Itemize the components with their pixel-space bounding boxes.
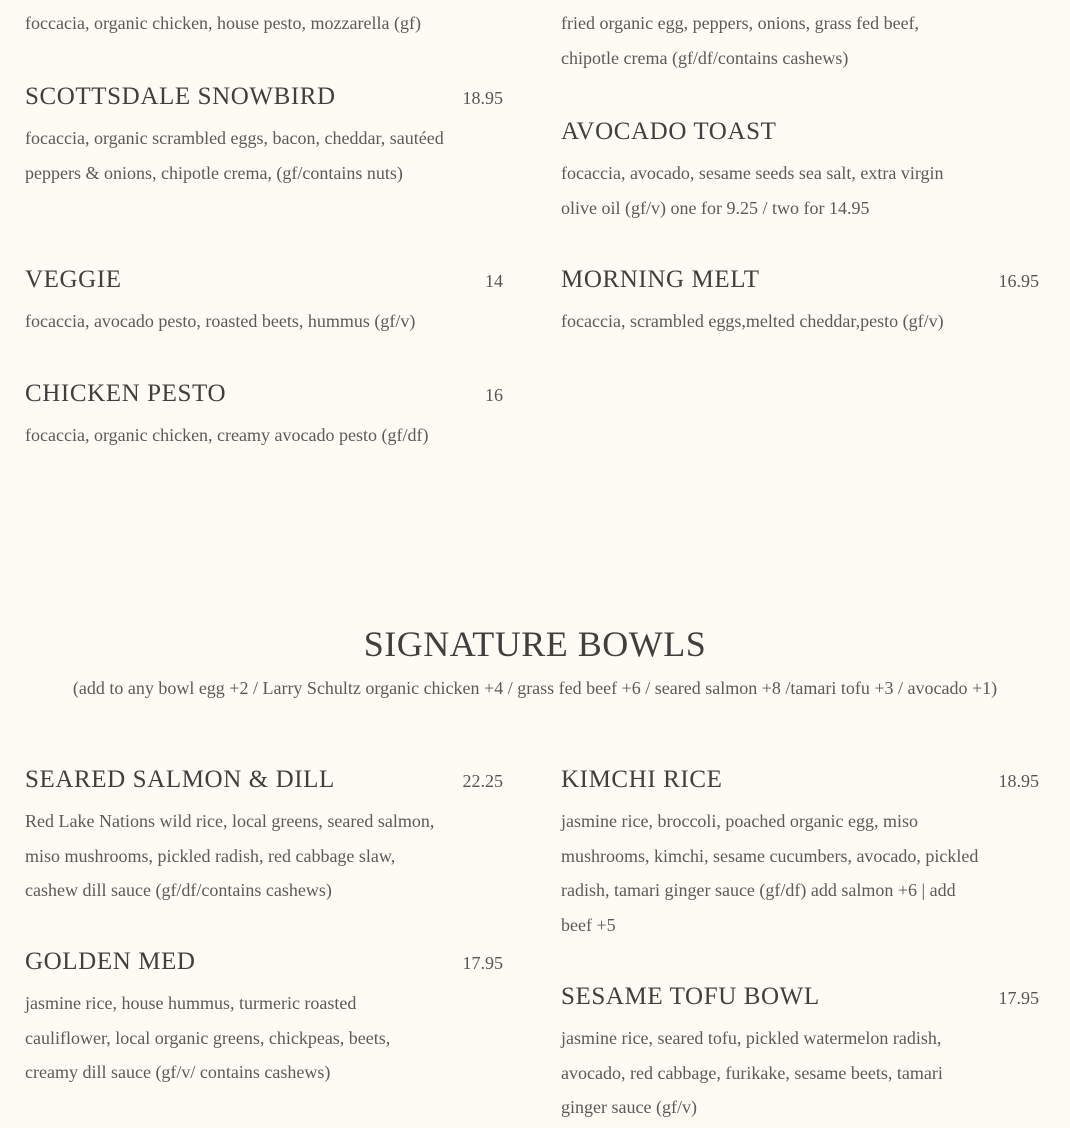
item-name: VEGGIE xyxy=(25,266,122,293)
item-description: focaccia, scrambled eggs,melted cheddar,pesto (gf/v) xyxy=(561,311,944,331)
item-description: focaccia, avocado, sesame seeds sea salt, extra virgin olive oil (gf/v) one for 9.25 / two for 14.95 xyxy=(561,163,944,218)
item-name: KIMCHI RICE xyxy=(561,766,723,793)
item-price: 16.95 xyxy=(998,271,1039,291)
item-description: fried organic egg, peppers, onions, grass fed beef, chipotle crema (gf/df/contains cashews) xyxy=(561,13,920,68)
item-description: focaccia, organic chicken, creamy avocado pesto (gf/df) xyxy=(25,425,429,445)
item-description: Red Lake Nations wild rice, local greens, seared salmon, miso mushrooms, pickled radish, red cabbage slaw, cashew dill sauce (gf/df/contains cashews) xyxy=(25,811,435,901)
menu-item-sesame-tofu-bowl xyxy=(561,980,1039,1125)
item-description: focaccia, avocado pesto, roasted beets, hummus (gf/v) xyxy=(25,311,416,331)
menu-item-scottsdale-snowbird xyxy=(25,80,503,190)
item-name: GOLDEN MED xyxy=(25,948,196,975)
item-description: foccacia, organic chicken, house pesto, mozzarella (gf) xyxy=(25,13,421,33)
item-description: jasmine rice, broccoli, poached organic egg, miso mushrooms, kimchi, sesame cucumbers, avocado, pickled radish, tamari ginger sauce (gf/df) add salmon +6 | add beef +5 xyxy=(561,811,979,935)
menu-item-morning-melt xyxy=(561,263,1039,339)
item-price: 17.95 xyxy=(462,953,503,973)
item-price: 16 xyxy=(485,385,503,405)
menu-item-chicken-pesto xyxy=(25,377,503,453)
item-name: SEARED SALMON & DILL xyxy=(25,766,335,793)
menu-item-veggie xyxy=(25,263,503,339)
item-price: 18.95 xyxy=(998,771,1039,791)
item-name: SCOTTSDALE SNOWBIRD xyxy=(25,83,336,110)
item-description: focaccia, organic scrambled eggs, bacon, cheddar, sautéed peppers & onions, chipotle crema, (gf/contains nuts) xyxy=(25,128,444,183)
item-description: jasmine rice, seared tofu, pickled watermelon radish, avocado, red cabbage, furikake, sesame beets, tamari ginger sauce (gf/v) xyxy=(561,1028,943,1118)
item-name: MORNING MELT xyxy=(561,266,760,293)
section-subtitle: (add to any bowl egg +2 / Larry Schultz organic chicken +4 / grass fed beef +6 / seared salmon +8 /tamari tofu +3 / avocado +1) xyxy=(72,678,998,698)
menu-item-avocado-toast xyxy=(561,115,1039,225)
item-price: 18.95 xyxy=(462,88,503,108)
item-name: AVOCADO TOAST xyxy=(561,118,777,145)
item-price: 14 xyxy=(485,271,503,291)
section-title: SIGNATURE BOWLS xyxy=(363,624,707,664)
item-price: 17.95 xyxy=(998,988,1039,1008)
menu-item-seared-salmon-dill xyxy=(25,763,503,908)
item-name: SESAME TOFU BOWL xyxy=(561,983,820,1010)
item-name: CHICKEN PESTO xyxy=(25,380,227,407)
menu-item-golden-med xyxy=(25,945,503,1090)
item-price: 22.25 xyxy=(462,771,503,791)
item-description: jasmine rice, house hummus, turmeric roasted cauliflower, local organic greens, chickpeas, beets, creamy dill sauce (gf/v/ contains cashews) xyxy=(25,993,391,1083)
menu-item-kimchi-rice xyxy=(561,763,1039,942)
